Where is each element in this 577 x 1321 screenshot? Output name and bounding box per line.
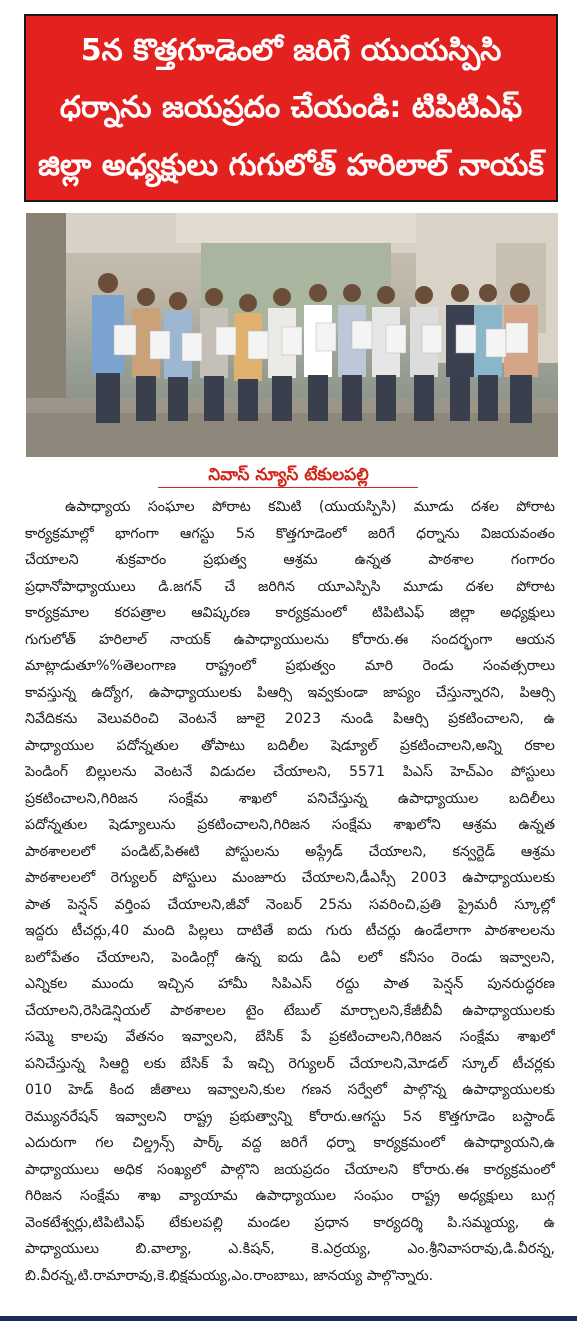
article-line: గిరిజన సంక్షేమ శాఖ వ్యాయామ ఉపాధ్యాయుల సంఘం రాష్ట్ర అధ్యక్షులు బుగ్గ <box>25 1188 555 1204</box>
article-line: పెండింగ్ బిల్లులను వెంటనే విడుదల చేయాలని, 5571 పిఎస్ హెచ్ఎం పోస్టులు <box>25 764 555 780</box>
article-line: పాధ్యాయులు బి.వాల్యా, ఎ.కిషన్, కె.ఎర్రయ్య, ఎం.శ్రీనివాసరావు,డి.వీరన్న, <box>25 1241 555 1257</box>
article-line: పదోన్నతుల షెడ్యూలును ప్రకటించాలని,గిరిజన సంక్షేమ శాఖలోని ఆశ్రమ ఉన్నత <box>25 817 555 833</box>
article-line: 010 హెడ్ కింద జీతాలు ఇవ్వాలని,కుల గణన సర్వేలో పాల్గొన్న ఉపాధ్యాయులకు <box>25 1082 555 1098</box>
byline: నివాస్ న్యూస్ టేకులపల్లి <box>208 465 369 485</box>
headline-line-1: 5న కొత్తగూడెంలో జరిగే యుయస్పిసి <box>80 33 502 68</box>
article-line: ప్రకటించాలని,గిరిజన సంక్షేమ శాఖలో పనిచేస్తున్న ఉపాధ్యాయుల బదిలీలు <box>25 790 555 807</box>
article-line: గుగులోత్ హరిలాల్ నాయక్ ఉపాధ్యాయులను కోరారు.ఈ సందర్భంగా ఆయన <box>25 631 555 648</box>
article-line: పాధ్యాయులు అధిక సంఖ్యలో పాల్గొని జయప్రదం చేయాలని కోరారు.ఈ కార్యక్రమంలో <box>25 1161 555 1178</box>
article-line: నివేదికను వెలువరించి వెంటనే జూలై 2023 నుండి పిఆర్సి ప్రకటించాలని, ఉ <box>25 711 555 727</box>
article-line: పాఠశాలలలో పండిట్,పిఈటి పోస్టులను అప్గ్రేడ్ చేయాలని, కన్వర్టెడ్ ఆశ్రమ <box>25 843 555 860</box>
article-line: ప్రధానోపాధ్యాయులు డి.జగన్ చే జరిగిన యూఎస్పిసి మూడు దశల పోరాట <box>25 578 555 595</box>
article-line: ఎన్నికల ముందు ఇచ్చిన హామీ సిపిఎస్ రద్దు పాత పెన్షన్ పునరుద్ధరణ <box>25 976 555 992</box>
article-line: చేయాలని,రెసిడెన్షియల్ పాఠశాలల టైం టేబుల్ మార్చాలని,కేజీబీవీ ఉపాధ్యాయులకు <box>25 1002 555 1019</box>
article-line: కార్యక్రమాల కరపత్రాల ఆవిష్కరణ కార్యక్రమంలో టిపిటిఎఫ్ జిల్లా అధ్యక్షులు <box>25 605 555 621</box>
headline-line-2: ధర్నాను జయప్రదం చేయండి: టిపిటిఎఫ్ <box>59 90 523 126</box>
headline-line-3: జిల్లా అధ్యక్షులు గుగులోత్ హరిలాల్ నాయక్ <box>37 147 545 183</box>
article-line: రెమ్యునరేషన్ ఇవ్వాలని రాష్ట్ర ప్రభుత్వాన్ని కోరారు.ఆగస్టు 5న కొత్తగూడెం బస్టాండ్ <box>25 1108 555 1125</box>
news-photo <box>26 213 558 457</box>
article-line: కావస్తున్న ఉద్యోగ, ఉపాధ్యాయులకు పిఆర్సి ఇవ్వకుండా జాప్యం చేస్తున్నారని, పిఆర్సి <box>25 684 555 701</box>
article-line: ఉపాధ్యాయ సంఘాల పోరాట కమిటి (యుయస్పిసి) మూడు దశల పోరాట <box>65 499 555 515</box>
byline-underline <box>158 487 418 488</box>
article-line: కార్యక్రమాల్లో భాగంగా ఆగస్టు 5న కొత్తగూడెంలో జరిగే ధర్నాను విజయవంతం <box>25 525 555 542</box>
article-line: ఎదురుగా గల చిల్డ్రన్స్ పార్క్ వద్ద జరిగే ధర్నా కార్యక్రమంలో ఉపాధ్యాయని,ఉ <box>25 1135 555 1151</box>
bottom-rule <box>0 1316 577 1321</box>
article-line: ఇద్దరు టీచర్లు,40 మంది పిల్లలు దాటితే ఐదు గురు టీచర్లు ఉండేలాగా పాఠశాలలను <box>25 923 555 939</box>
article-line: చేయాలని శుక్రవారం ప్రభుత్వ ఆశ్రమ ఉన్నత పాఠశాల గంగారం <box>25 552 555 568</box>
article-line: పాత పెన్షన్ వర్తింప చేయాలని,జీవో నెంబర్ 25ను సవరించి,ప్రతి ప్రైమరీ స్కూల్లో <box>25 896 555 913</box>
article-body <box>25 494 555 1289</box>
article-line: పనిచేస్తున్న సిఆర్టి లకు బేసిక్ పే ఇచ్చి రెగ్యులర్ చేయాలని,మోడల్ స్కూల్ టీచర్లకు <box>25 1055 555 1072</box>
article-line: పాఠశాలలలో రెగ్యులర్ పోస్టులు మంజూరు చేయాలని,డీఎస్సీ 2003 ఉపాధ్యాయులకు <box>25 870 555 886</box>
article-line: పాధ్యాయుల పదోన్నతుల తోపాటు బదిలీల షెడ్యూల్ ప్రకటించాలని,అన్ని రకాల <box>25 737 555 754</box>
article-line: బి.వీరన్న,టి.రామారావు,కె.భిక్షమయ్య,ఎం.రాంబాబు, జానయ్య పాల్గొన్నారు. <box>25 1267 434 1284</box>
article-line: బలోపేతం చేయాలని, పెండింగ్లో ఉన్న ఐదు డిఏ లలో కనీసం రెండు ఇవ్వాలని, <box>25 949 555 966</box>
article-line: వెంకటేశ్వర్లు,టిపిటిఎఫ్ టేకులపల్లి మండల ప్రధాన కార్యదర్శి పి.సమ్మయ్య, ఉ <box>25 1214 555 1231</box>
headline-banner <box>24 14 558 202</box>
article-line: సమ్మె కాలపు వేతనం ఇవ్వాలని, బేసిక్ పే ప్రకటించాలని,గిరిజన సంక్షేమ శాఖలో <box>25 1029 555 1045</box>
group-photo-illustration <box>26 213 558 457</box>
article-line: మాట్లాడుతూ%%తెలంగాణ రాష్ట్రంలో ప్రభుత్వం మారి రెండు సంవత్సరాలు <box>25 658 555 674</box>
